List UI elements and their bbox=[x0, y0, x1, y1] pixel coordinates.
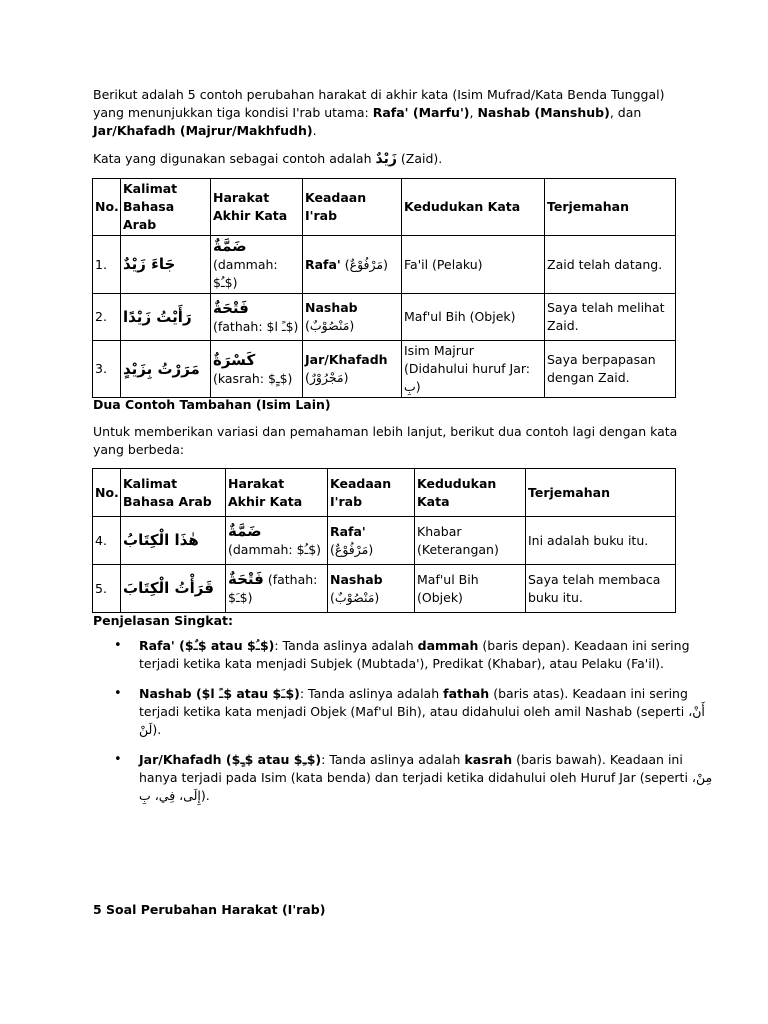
footer-heading-text: 5 Soal Perubahan Harakat (I'rab) bbox=[93, 902, 326, 917]
irab-arabic: (مَنْصُوْبٌ) bbox=[305, 318, 355, 333]
irab-table-2 bbox=[92, 468, 676, 613]
header-kalimat: Kalimat Bahasa Arab bbox=[121, 469, 226, 517]
list-item bbox=[139, 751, 719, 805]
intro-bold-jar: Jar/Khafadh (Majrur/Makhfudh) bbox=[93, 123, 313, 138]
harakat-arabic: فَتْحَةٌ bbox=[213, 298, 249, 317]
note-text: (baris depan). Keadaan ini sering terjadi ketika kata menjadi Subjek (Mubtada'), Predikat (Khabar), atau Pelaku (Fa'il). bbox=[139, 638, 690, 671]
cell-no: 5. bbox=[93, 565, 121, 613]
harakat-arabic: ضَمَّةٌ bbox=[228, 522, 262, 540]
harakat-text: (fathah: $ـً ا$) bbox=[213, 318, 299, 334]
intro-bold-nashab: Nashab (Manshub) bbox=[477, 105, 610, 120]
note-term: Nashab ($ـً ا$ atau $ـَ$) bbox=[139, 686, 300, 701]
explanation-heading-text: Penjelasan Singkat: bbox=[93, 613, 234, 628]
irab-arabic: (مَرْفُوْعٌ) bbox=[330, 541, 374, 557]
table-header-row bbox=[93, 469, 676, 517]
irab-label: Nashab bbox=[330, 571, 383, 587]
cell-harakat bbox=[211, 294, 303, 341]
cell-no: 3. bbox=[93, 341, 121, 398]
cell-harakat bbox=[211, 341, 303, 398]
harakat-text: (fathah: $ـَ$) bbox=[228, 572, 318, 605]
header-terjemahan: Terjemahan bbox=[526, 469, 676, 517]
explanation-heading bbox=[93, 612, 678, 630]
cell-harakat bbox=[226, 565, 328, 613]
header-kedudukan: Kedudukan Kata bbox=[415, 469, 526, 517]
cell-arabic-sentence bbox=[121, 236, 211, 294]
irab-label: Rafa' bbox=[305, 256, 341, 272]
harakat-arabic: كَسْرَةٌ bbox=[213, 350, 256, 369]
irab-arabic: (مَرْفُوْعٌ) bbox=[344, 256, 388, 272]
cell-kedudukan: Maf'ul Bih (Objek) bbox=[415, 565, 526, 613]
cell-terjemahan: Saya telah melihat Zaid. bbox=[545, 294, 676, 341]
example-text-end: (Zaid). bbox=[396, 151, 443, 166]
header-kalimat: Kalimat Bahasa Arab bbox=[121, 179, 211, 236]
harakat-arabic: فَتْحَةٌ bbox=[228, 570, 264, 588]
example-text: Kata yang digunakan sebagai contoh adalah bbox=[93, 151, 376, 166]
arabic-sentence: جَاءَ زَيْدٌ bbox=[123, 255, 176, 273]
intro-paragraph bbox=[93, 86, 678, 140]
header-keadaan: Keadaan I'rab bbox=[303, 179, 402, 236]
cell-irab bbox=[303, 294, 402, 341]
arabic-sentence: رَأَيْتُ زَيْدًا bbox=[123, 307, 192, 326]
note-text: : Tanda aslinya adalah bbox=[321, 752, 465, 767]
cell-harakat bbox=[226, 517, 328, 565]
cell-irab bbox=[328, 517, 415, 565]
cell-kedudukan: Khabar (Keterangan) bbox=[415, 517, 526, 565]
note-term: Rafa' ($ـٌ$ atau $ـُ$) bbox=[139, 638, 275, 653]
intro-bold-rafa: Rafa' (Marfu') bbox=[372, 105, 470, 120]
irab-label: Rafa' bbox=[330, 523, 366, 539]
note-text: (baris atas). Keadaan ini sering terjadi ketika kata menjadi Objek (Maf'ul Bih), atau didahului oleh amil Nashab (seperti bbox=[139, 686, 689, 719]
section2-heading-text: Dua Contoh Tambahan (Isim Lain) bbox=[93, 397, 331, 412]
cell-arabic-sentence bbox=[121, 294, 211, 341]
harakat-text: (dammah: $ـُ$) bbox=[228, 542, 322, 557]
intro-end: . bbox=[312, 123, 317, 138]
header-keadaan: Keadaan I'rab bbox=[328, 469, 415, 517]
irab-label: Jar/Khafadh bbox=[305, 352, 388, 367]
note-text: : Tanda aslinya adalah bbox=[274, 638, 418, 653]
cell-kedudukan: Fa'il (Pelaku) bbox=[402, 236, 545, 294]
cell-terjemahan: Saya telah membaca buku itu. bbox=[526, 565, 676, 613]
cell-irab bbox=[303, 341, 402, 398]
header-no: No. bbox=[93, 469, 121, 517]
cell-irab bbox=[328, 565, 415, 613]
note-arabic: مِنْ، إِلَى، فِي، بِ bbox=[139, 770, 713, 803]
note-text: : Tanda aslinya adalah bbox=[299, 686, 444, 701]
harakat-text: (dammah: $ـُ$) bbox=[213, 257, 278, 290]
irab-arabic: (مَنْصُوْبٌ) bbox=[330, 589, 380, 605]
cell-kedudukan: Maf'ul Bih (Objek) bbox=[402, 294, 545, 341]
arabic-sentence: هٰذَا الْكِتَابُ bbox=[123, 531, 199, 549]
note-text-end: ). bbox=[152, 722, 162, 737]
note-term: Jar/Khafadh ($ـٍ$ atau $ـِ$) bbox=[139, 752, 322, 767]
table-row bbox=[93, 294, 676, 341]
table-row bbox=[93, 341, 676, 398]
note-sign: kasrah bbox=[464, 752, 513, 767]
cell-harakat bbox=[211, 236, 303, 294]
header-terjemahan: Terjemahan bbox=[545, 179, 676, 236]
intro-sep: , dan bbox=[609, 105, 642, 120]
note-arabic: أَنْ، لَنْ bbox=[139, 704, 705, 737]
cell-no: 1. bbox=[93, 236, 121, 294]
section2-intro: Untuk memberikan variasi dan pemahaman lebih lanjut, berikut dua contoh lagi dengan kata yang berbeda: bbox=[93, 424, 678, 457]
note-sign: dammah bbox=[417, 638, 479, 653]
arabic-sentence: قَرَأْتُ الْكِتَابَ bbox=[123, 579, 214, 597]
header-harakat: Harakat Akhir Kata bbox=[211, 179, 303, 236]
cell-terjemahan: Saya berpapasan dengan Zaid. bbox=[545, 341, 676, 398]
table-row bbox=[93, 517, 676, 565]
cell-no: 2. bbox=[93, 294, 121, 341]
example-arabic: زَيْدٌ bbox=[375, 151, 397, 167]
arabic-sentence: مَرَرْتُ بِزَيْدٍ bbox=[123, 359, 200, 378]
cell-terjemahan: Ini adalah buku itu. bbox=[526, 517, 676, 565]
cell-terjemahan: Zaid telah datang. bbox=[545, 236, 676, 294]
table-row bbox=[93, 565, 676, 613]
harakat-arabic: ضَمَّةٌ bbox=[213, 237, 247, 255]
note-text: (baris bawah). Keadaan ini hanya terjadi pada Isim (kata benda) dan terjadi ketika didahului oleh Huruf Jar (seperti bbox=[139, 752, 692, 785]
header-harakat: Harakat Akhir Kata bbox=[226, 469, 328, 517]
note-sign: fathah bbox=[443, 686, 490, 701]
irab-label: Nashab bbox=[305, 300, 358, 315]
intro-sep: , bbox=[469, 105, 478, 120]
note-text-end: ). bbox=[200, 788, 210, 803]
cell-irab bbox=[303, 236, 402, 294]
harakat-text: (kasrah: $ـٍ$) bbox=[213, 370, 293, 386]
intro-text: Berikut adalah 5 contoh perubahan harakat di akhir kata (Isim Mufrad/Kata Benda Tunggal) yang menunjukkan tiga kondisi I'rab utama: bbox=[93, 87, 665, 120]
cell-arabic-sentence bbox=[121, 341, 211, 398]
table-row bbox=[93, 236, 676, 294]
list-item bbox=[139, 637, 719, 673]
header-kedudukan: Kedudukan Kata bbox=[402, 179, 545, 236]
example-line bbox=[93, 150, 678, 168]
cell-no: 4. bbox=[93, 517, 121, 565]
list-item bbox=[139, 685, 719, 739]
cell-arabic-sentence bbox=[121, 565, 226, 613]
cell-arabic-sentence bbox=[121, 517, 226, 565]
table-header-row bbox=[93, 179, 676, 236]
explanation-list bbox=[93, 637, 719, 817]
footer-heading bbox=[93, 901, 678, 919]
irab-table-1 bbox=[92, 178, 676, 398]
cell-kedudukan: Isim Majrur (Didahului huruf Jar: بِ) bbox=[402, 341, 545, 398]
irab-arabic: (مَجْرُوْرٌ) bbox=[305, 370, 349, 385]
section2-heading bbox=[93, 396, 678, 414]
header-no: No. bbox=[93, 179, 121, 236]
